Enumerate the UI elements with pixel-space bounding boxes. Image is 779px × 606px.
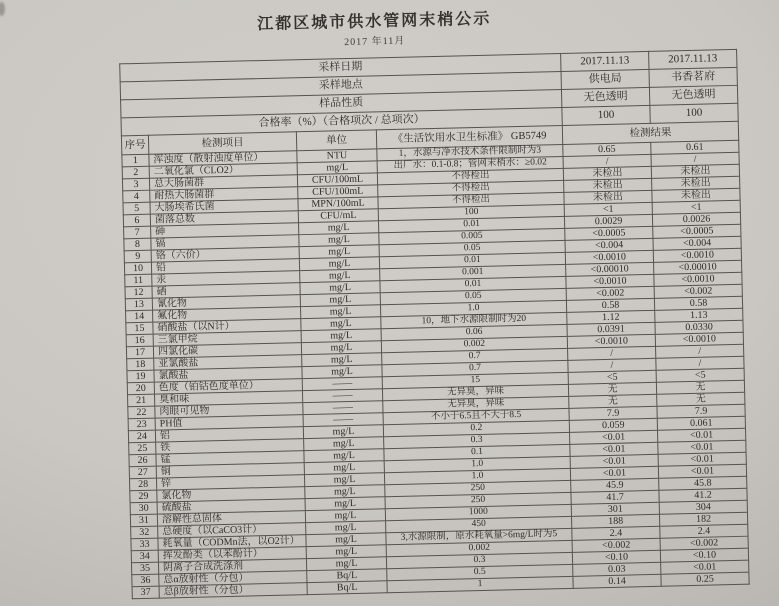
item-name-cell: 氟化物: [153, 307, 301, 322]
item-name-cell: 浑浊度（散射浊度单位）: [149, 151, 297, 166]
unit-cell: MPN/100mL: [298, 197, 378, 211]
item-name-cell: 硝酸盐（以N计）: [153, 319, 301, 334]
unit-cell: ——: [302, 377, 382, 391]
standard-cell: 不得检出: [378, 180, 564, 196]
result-cell-site2: 未检出: [652, 176, 740, 190]
standard-cell: 1.0: [380, 300, 566, 316]
row-number-cell: 10: [124, 262, 151, 275]
result-cell-site2: 182: [659, 512, 747, 526]
page-title: 江都区城市供水管网末梢公示: [257, 10, 492, 34]
result-cell-site2: /: [656, 344, 744, 358]
row-number-cell: 19: [127, 370, 154, 383]
row-number-cell: 37: [132, 586, 159, 599]
result-cell-site2: <0.01: [658, 464, 746, 478]
result-cell-site1: 0.059: [569, 418, 657, 432]
row-number-cell: 6: [123, 214, 150, 227]
item-name-cell: 镉: [151, 235, 299, 250]
result-cell-site1: <0.01: [570, 442, 658, 456]
standard-cell: 1000: [385, 504, 571, 520]
standard-cell: 0.01: [379, 252, 565, 268]
unit-cell: mg/L: [305, 497, 385, 511]
unit-cell: mg/L: [300, 269, 380, 283]
page-subtitle: 2017 年11月: [344, 35, 406, 49]
item-name-cell: 氯酸盐: [154, 367, 302, 382]
item-name-cell: 四氯化碳: [153, 343, 301, 358]
row-number-cell: 15: [126, 322, 153, 335]
standard-cell: 1: [387, 576, 573, 592]
result-cell-site2: <0.01: [658, 428, 746, 442]
info-value-cell-site1: 无色透明: [561, 87, 649, 107]
item-name-cell: 挥发酚类（以苯酚计）: [158, 547, 306, 562]
result-cell-site1: <0.004: [565, 238, 653, 252]
unit-cell: mg/L: [304, 437, 384, 451]
result-cell-site2: 1.13: [655, 308, 743, 322]
row-number-cell: 36: [132, 574, 159, 587]
unit-cell: mg/L: [299, 257, 379, 271]
unit-cell: mg/L: [306, 533, 386, 547]
standard-cell: 0.05: [379, 240, 565, 256]
result-cell-site1: 0.58: [566, 298, 654, 312]
unit-cell: mg/L: [301, 317, 381, 331]
item-name-cell: 铅: [151, 259, 299, 274]
result-cell-site2: 41.2: [659, 488, 747, 502]
info-value-cell-site2: 100: [650, 103, 738, 123]
result-cell-site2: 无: [657, 392, 745, 406]
result-cell-site2: 0.58: [654, 296, 742, 310]
info-value-cell-site2: 无色透明: [649, 85, 737, 105]
row-number-cell: 5: [123, 202, 150, 215]
standard-cell: 不得检出: [378, 192, 564, 208]
standard-cell: 0.3: [386, 552, 572, 568]
result-cell-site1: 0.0029: [564, 214, 652, 228]
standard-cell: 1.0: [384, 456, 570, 472]
info-label-cell: 采样地点: [120, 71, 561, 99]
item-name-cell: 溶解性总固体: [157, 511, 305, 526]
result-cell-site2: <0.002: [654, 284, 742, 298]
result-cell-site1: <0.01: [570, 430, 658, 444]
standard-cell: 250: [385, 492, 571, 508]
result-cell-site1: <0.002: [566, 286, 654, 300]
row-number-cell: 32: [131, 526, 158, 539]
unit-cell: Bq/L: [307, 569, 387, 583]
header-result-cell: 检测结果: [562, 121, 738, 144]
result-cell-site1: 未检出: [564, 190, 652, 204]
standard-cell: 无异臭，异味: [383, 396, 569, 412]
result-cell-site1: <0.00010: [566, 262, 654, 276]
result-cell-site2: <0.10: [660, 548, 748, 562]
item-name-cell: 铜: [156, 463, 304, 478]
result-cell-site1: 1.12: [567, 310, 655, 324]
result-cell-site2: <5: [656, 368, 744, 382]
item-name-cell: PH值: [155, 415, 303, 430]
row-number-cell: 33: [131, 538, 158, 551]
item-name-cell: 硒: [152, 283, 300, 298]
row-number-cell: 18: [127, 358, 154, 371]
row-number-cell: 23: [128, 418, 155, 431]
standard-cell: 0.1: [384, 444, 570, 460]
item-name-cell: 三氯甲烷: [153, 331, 301, 346]
result-cell-site2: <0.0010: [655, 332, 743, 346]
unit-cell: mg/L: [302, 353, 382, 367]
item-name-cell: 汞: [152, 271, 300, 286]
result-cell-site2: 未检出: [651, 164, 739, 178]
unit-cell: mg/L: [300, 281, 380, 295]
unit-cell: mg/L: [297, 161, 377, 175]
standard-cell: 3,水源限制，原水耗氧量>6mg/L时为5: [386, 528, 572, 544]
header-item-cell: 检测项目: [148, 132, 296, 154]
result-cell-site2: 2.4: [660, 524, 748, 538]
row-number-cell: 2: [122, 166, 149, 179]
result-cell-site1: <5: [568, 370, 656, 384]
unit-cell: mg/L: [301, 329, 381, 343]
row-number-cell: 7: [124, 226, 151, 239]
result-cell-site1: <0.0010: [565, 250, 653, 264]
result-cell-site1: <1: [564, 202, 652, 216]
row-number-cell: 22: [128, 406, 155, 419]
item-name-cell: 总硬度（以CaCO3计）: [158, 523, 306, 538]
standard-cell: 0.06: [381, 324, 567, 340]
item-name-cell: 氰化物: [152, 295, 300, 310]
result-cell-site1: 无: [569, 394, 657, 408]
result-cell-site1: 2.4: [572, 526, 660, 540]
info-label-cell: 采样日期: [120, 53, 561, 81]
row-number-cell: 8: [124, 238, 151, 251]
info-value-cell-site2: 2017.11.13: [649, 49, 737, 69]
standard-cell: 0.001: [380, 264, 566, 280]
result-cell-site2: <0.0010: [653, 248, 741, 262]
info-value-cell-site1: 供电局: [561, 69, 649, 89]
result-cell-site2: 未检出: [652, 188, 740, 202]
standard-cell: 0.2: [383, 420, 569, 436]
result-cell-site2: <0.0005: [653, 224, 741, 238]
standard-cell: 出厂水：0.1-0.8；管网末梢水：≥0.02: [377, 156, 563, 172]
result-cell-site2: 45.8: [659, 476, 747, 490]
unit-cell: ——: [303, 401, 383, 415]
item-name-cell: 铁: [156, 439, 304, 454]
row-number-cell: 35: [131, 562, 158, 575]
unit-cell: mg/L: [303, 425, 383, 439]
item-name-cell: 耐热大肠菌群: [150, 187, 298, 202]
result-cell-site1: <0.0005: [565, 226, 653, 240]
row-number-cell: 28: [129, 478, 156, 491]
standard-cell: 0.7: [382, 348, 568, 364]
standard-cell: 不小于6.5且不大于8.5: [383, 408, 569, 424]
unit-cell: mg/L: [304, 461, 384, 475]
test-rows-section: [122, 140, 749, 598]
standard-cell: 250: [385, 480, 571, 496]
result-cell-site2: /: [651, 152, 739, 166]
row-number-cell: 17: [126, 346, 153, 359]
row-number-cell: 26: [129, 454, 156, 467]
unit-cell: NTU: [297, 149, 377, 163]
standard-cell: 10，地下水源限制时为20: [381, 312, 567, 328]
unit-cell: mg/L: [300, 305, 380, 319]
water-quality-table: [119, 49, 749, 599]
result-cell-site1: /: [568, 358, 656, 372]
result-cell-site2: 0.0026: [652, 212, 740, 226]
unit-cell: mg/L: [305, 509, 385, 523]
result-cell-site2: <0.004: [653, 236, 741, 250]
result-cell-site1: 未检出: [563, 166, 651, 180]
result-cell-site2: <0.01: [661, 560, 749, 574]
result-cell-site2: <1: [652, 200, 740, 214]
row-number-cell: 20: [127, 382, 154, 395]
item-name-cell: 总大肠菌群: [149, 175, 297, 190]
info-value-cell-site2: 书香茗府: [649, 67, 737, 87]
item-name-cell: 铬（六价）: [151, 247, 299, 262]
row-number-cell: 21: [128, 394, 155, 407]
standard-cell: 不得检出: [377, 168, 563, 184]
row-number-cell: 24: [128, 430, 155, 443]
item-name-cell: 大肠埃希氏菌: [150, 199, 298, 214]
unit-cell: mg/L: [306, 545, 386, 559]
item-name-cell: 砷: [151, 223, 299, 238]
item-name-cell: 锌: [156, 475, 304, 490]
row-number-cell: 34: [131, 550, 158, 563]
result-cell-site1: 0.03: [573, 562, 661, 576]
result-cell-site2: <0.00010: [654, 260, 742, 274]
result-cell-site2: <0.01: [658, 440, 746, 454]
unit-cell: CFU/100mL: [298, 185, 378, 199]
unit-cell: mg/L: [302, 365, 382, 379]
result-cell-site2: 0.0330: [655, 320, 743, 334]
standard-cell: 0.002: [386, 540, 572, 556]
item-name-cell: 肉眼可见物: [155, 403, 303, 418]
result-cell-site1: /: [563, 154, 651, 168]
row-number-cell: 13: [125, 298, 152, 311]
unit-cell: mg/L: [304, 449, 384, 463]
header-standard-cell: 《生活饮用水卫生标准》 GB5749: [376, 125, 562, 148]
unit-cell: mg/L: [306, 521, 386, 535]
item-name-cell: 臭和味: [155, 391, 303, 406]
result-cell-site2: 0.061: [657, 416, 745, 430]
row-number-cell: 29: [130, 490, 157, 503]
item-name-cell: 铝: [155, 427, 303, 442]
row-number-cell: 12: [125, 286, 152, 299]
result-cell-site2: 7.9: [657, 404, 745, 418]
item-name-cell: 色度（铂钴色度单位）: [154, 379, 302, 394]
result-cell-site2: <0.0010: [654, 272, 742, 286]
result-cell-site1: <0.0010: [566, 274, 654, 288]
result-cell-site1: 未检出: [564, 178, 652, 192]
item-name-cell: 硫酸盐: [157, 499, 305, 514]
result-cell-site1: 41.7: [571, 490, 659, 504]
header-no-cell: 序号: [121, 135, 148, 155]
result-cell-site2: <0.002: [660, 536, 748, 550]
item-name-cell: 菌落总数: [150, 211, 298, 226]
header-unit-cell: 单位: [296, 130, 376, 151]
result-cell-site1: 7.9: [569, 406, 657, 420]
row-number-cell: 4: [123, 190, 150, 203]
standard-cell: 1.0: [384, 468, 570, 484]
row-number-cell: 9: [124, 250, 151, 263]
row-number-cell: 16: [126, 334, 153, 347]
standard-cell: 0.7: [382, 360, 568, 376]
standard-cell: 0.002: [381, 336, 567, 352]
unit-cell: Bq/L: [307, 581, 387, 595]
result-cell-site2: <0.01: [658, 452, 746, 466]
result-cell-site1: 301: [571, 502, 659, 516]
standard-cell: 450: [386, 516, 572, 532]
info-label-cell: 合格率（%）（合格项次 / 总项次）: [121, 107, 562, 135]
result-cell-site1: 0.0391: [567, 322, 655, 336]
result-cell-site1: <0.002: [572, 538, 660, 552]
unit-cell: mg/L: [300, 293, 380, 307]
unit-cell: CFU/mL: [298, 209, 378, 223]
unit-cell: mg/L: [299, 245, 379, 259]
result-cell-site1: 0.65: [563, 142, 651, 156]
result-cell-site1: 45.9: [571, 478, 659, 492]
result-cell-site1: <0.01: [570, 466, 658, 480]
result-cell-site1: 0.14: [573, 574, 661, 588]
info-value-cell-site1: 2017.11.13: [561, 51, 649, 71]
result-cell-site1: /: [568, 346, 656, 360]
item-name-cell: 阴离子合成洗涤剂: [158, 559, 306, 574]
row-number-cell: 1: [122, 154, 149, 167]
standard-cell: 0.01: [378, 216, 564, 232]
row-number-cell: 14: [126, 310, 153, 323]
item-name-cell: 亚氯酸盐: [154, 355, 302, 370]
result-cell-site1: <0.10: [572, 550, 660, 564]
row-number-cell: 3: [122, 178, 149, 191]
row-number-cell: 31: [130, 514, 157, 527]
result-cell-site2: 无: [656, 380, 744, 394]
standard-cell: 100: [378, 204, 564, 220]
unit-cell: mg/L: [301, 341, 381, 355]
item-name-cell: 总β放射性（分包）: [159, 583, 307, 598]
row-number-cell: 25: [129, 442, 156, 455]
unit-cell: mg/L: [306, 557, 386, 571]
result-cell-site2: 0.25: [661, 572, 749, 586]
standard-cell: 无异臭，异味: [382, 384, 568, 400]
standard-cell: 15: [382, 372, 568, 388]
item-name-cell: 耗氧量（CODMn法，以O2计）: [158, 535, 306, 550]
item-name-cell: 二氧化氯（CLO2）: [149, 163, 297, 178]
standard-cell: 0.01: [380, 276, 566, 292]
result-cell-site1: 无: [568, 382, 656, 396]
unit-cell: mg/L: [299, 221, 379, 235]
result-cell-site1: <0.0010: [567, 334, 655, 348]
result-cell-site1: <0.01: [570, 454, 658, 468]
document-sheet: [118, 0, 754, 599]
unit-cell: mg/L: [299, 233, 379, 247]
result-cell-site2: /: [656, 356, 744, 370]
unit-cell: mg/L: [304, 473, 384, 487]
row-number-cell: 27: [129, 466, 156, 479]
standard-cell: 0.05: [380, 288, 566, 304]
standard-cell: 0.5: [387, 564, 573, 580]
photo-corner-speck: [0, 2, 5, 16]
item-name-cell: 锰: [156, 451, 304, 466]
standard-cell: 0.005: [379, 228, 565, 244]
standard-cell: 1，水源与净水技术条件限制时为3: [377, 144, 563, 160]
info-label-cell: 样品性质: [121, 89, 562, 117]
unit-cell: CFU/100mL: [297, 173, 377, 187]
unit-cell: ——: [302, 389, 382, 403]
item-name-cell: 氯化物: [157, 487, 305, 502]
info-value-cell-site1: 100: [562, 105, 650, 125]
result-cell-site2: 0.61: [651, 140, 739, 154]
result-cell-site1: 188: [572, 514, 660, 528]
standard-cell: 0.3: [384, 432, 570, 448]
row-number-cell: 11: [125, 274, 152, 287]
result-cell-site2: 304: [659, 500, 747, 514]
unit-cell: mg/L: [305, 485, 385, 499]
row-number-cell: 30: [130, 502, 157, 515]
item-name-cell: 总α放射性（分包）: [159, 571, 307, 586]
unit-cell: ——: [303, 413, 383, 427]
